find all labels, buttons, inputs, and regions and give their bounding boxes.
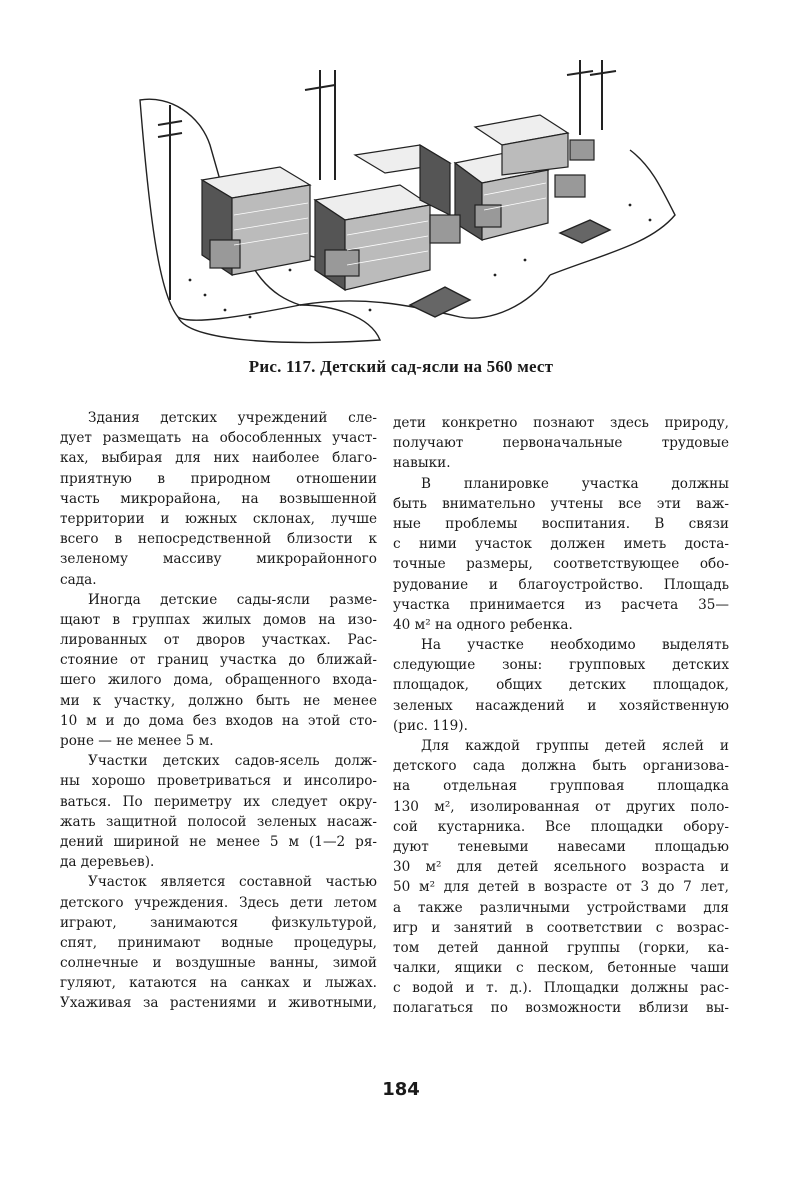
text-line: навыки.: [393, 455, 451, 472]
text-line: 30 м² для детей ясельного возраста и: [393, 859, 729, 876]
text-line: лированных от дворов участках. Рас-: [60, 632, 377, 649]
text-line: жать защитной полосой зеленых насаж-: [60, 813, 377, 830]
text-line: зеленых насаждений и хозяйственную: [393, 697, 729, 714]
text-line: сой кустарника. Все площадки обору-: [393, 818, 729, 835]
text-line: Иногда детские сады-ясли разме-: [88, 591, 377, 608]
text-line: чалки, ящики с песком, бетонные чаши: [393, 960, 729, 977]
text-line: на отдельная групповая площадка: [393, 778, 729, 795]
text-line: Участок является составной частью: [88, 874, 377, 891]
text-line: площадок, общих детских площадок,: [393, 677, 729, 694]
text-line: ны хорошо проветриваться и инсолиро-: [60, 773, 377, 790]
text-line: В планировке участка должны: [421, 475, 729, 492]
text-line: Здания детских учреждений сле-: [88, 410, 377, 426]
text-line: ваться. По периметру их следует окру-: [60, 793, 377, 810]
text-line: детского учреждения. Здесь дети летом: [60, 894, 377, 911]
left-column: [60, 408, 377, 1014]
text-line: дует размещать на обособленных участ-: [60, 430, 377, 447]
text-line: 10 м и до дома без входов на этой сто-: [60, 712, 377, 729]
text-line: участка принимается из расчета 35—: [393, 596, 729, 613]
text-line: гуляют, катаются на санках и лыжах.: [60, 975, 377, 992]
text-line: дений шириной не менее 5 м (1—2 ря-: [60, 833, 377, 850]
text-line: да деревьев).: [60, 854, 155, 871]
text-line: 40 м² на одного ребенка.: [393, 616, 573, 633]
text-line: шего жилого дома, обращенного входа-: [60, 672, 377, 689]
text-line: игр и занятий в соответствии с возрас-: [393, 919, 729, 936]
text-line: дуют теневыми навесами площадью: [393, 838, 729, 855]
text-line: роне — не менее 5 м.: [60, 733, 214, 749]
text-line: приятную в природном отношении: [60, 470, 377, 487]
kindergarten-illustration: [130, 55, 690, 355]
text-line: точные размеры, соответствующее обо-: [393, 556, 729, 573]
text-line: 50 м² для детей в возрасте от 3 до 7 лет,: [393, 879, 729, 896]
text-line: всего в непосредственной близости к: [60, 531, 377, 548]
text-line: часть микрорайона, на возвышенной: [60, 490, 377, 507]
text-line: Участки детских садов-ясель долж-: [88, 753, 377, 770]
text-line: дети конкретно познают здесь природу,: [393, 415, 729, 431]
text-line: стояние от границ участка до ближай-: [60, 652, 377, 669]
text-line: ми к участку, должно быть не менее: [60, 692, 377, 709]
text-line: солнечные и воздушные ванны, зимой: [60, 955, 377, 972]
text-line: играют, занимаются физкультурой,: [60, 914, 377, 931]
figure-caption: Рис. 117. Детский сад-ясли на 560 мест: [248, 357, 554, 376]
text-line: На участке необходимо выделять: [421, 637, 729, 654]
text-line: с водой и т. д.). Площадки должны рас-: [393, 980, 729, 997]
text-line: Для каждой группы детей яслей и: [421, 738, 729, 754]
text-line: щают в группах жилых домов на изо-: [60, 611, 377, 628]
text-line: следующие зоны: групповых детских: [393, 657, 729, 674]
right-column: [393, 413, 729, 1019]
text-line: рудование и благоустройство. Площадь: [393, 576, 729, 593]
text-line: быть внимательно учтены все эти важ-: [393, 495, 729, 512]
text-line: территории и южных склонах, лучше: [60, 510, 377, 527]
text-line: спят, принимают водные процедуры,: [60, 934, 377, 951]
text-line: зеленому массиву микрорайонного: [60, 551, 377, 568]
text-line: получают первоначальные трудовые: [393, 435, 729, 452]
text-line: Ухаживая за растениями и животными,: [60, 995, 377, 1012]
text-line: 130 м², изолированная от других поло-: [393, 798, 729, 815]
text-line: а также различными устройствами для: [393, 899, 729, 916]
text-line: (рис. 119).: [393, 717, 468, 734]
text-line: детского сада должна быть организова-: [393, 758, 729, 775]
text-line: полагаться по возможности вблизи вы-: [393, 1000, 729, 1017]
text-line: сада.: [60, 571, 97, 588]
text-line: ные проблемы воспитания. В связи: [393, 515, 729, 532]
text-line: ках, выбирая для них наиболее благо-: [60, 450, 377, 467]
text-line: с ними участок должен иметь доста-: [393, 536, 729, 553]
page-number: 184: [382, 1079, 420, 1100]
text-line: том детей данной группы (горки, ка-: [393, 939, 729, 956]
